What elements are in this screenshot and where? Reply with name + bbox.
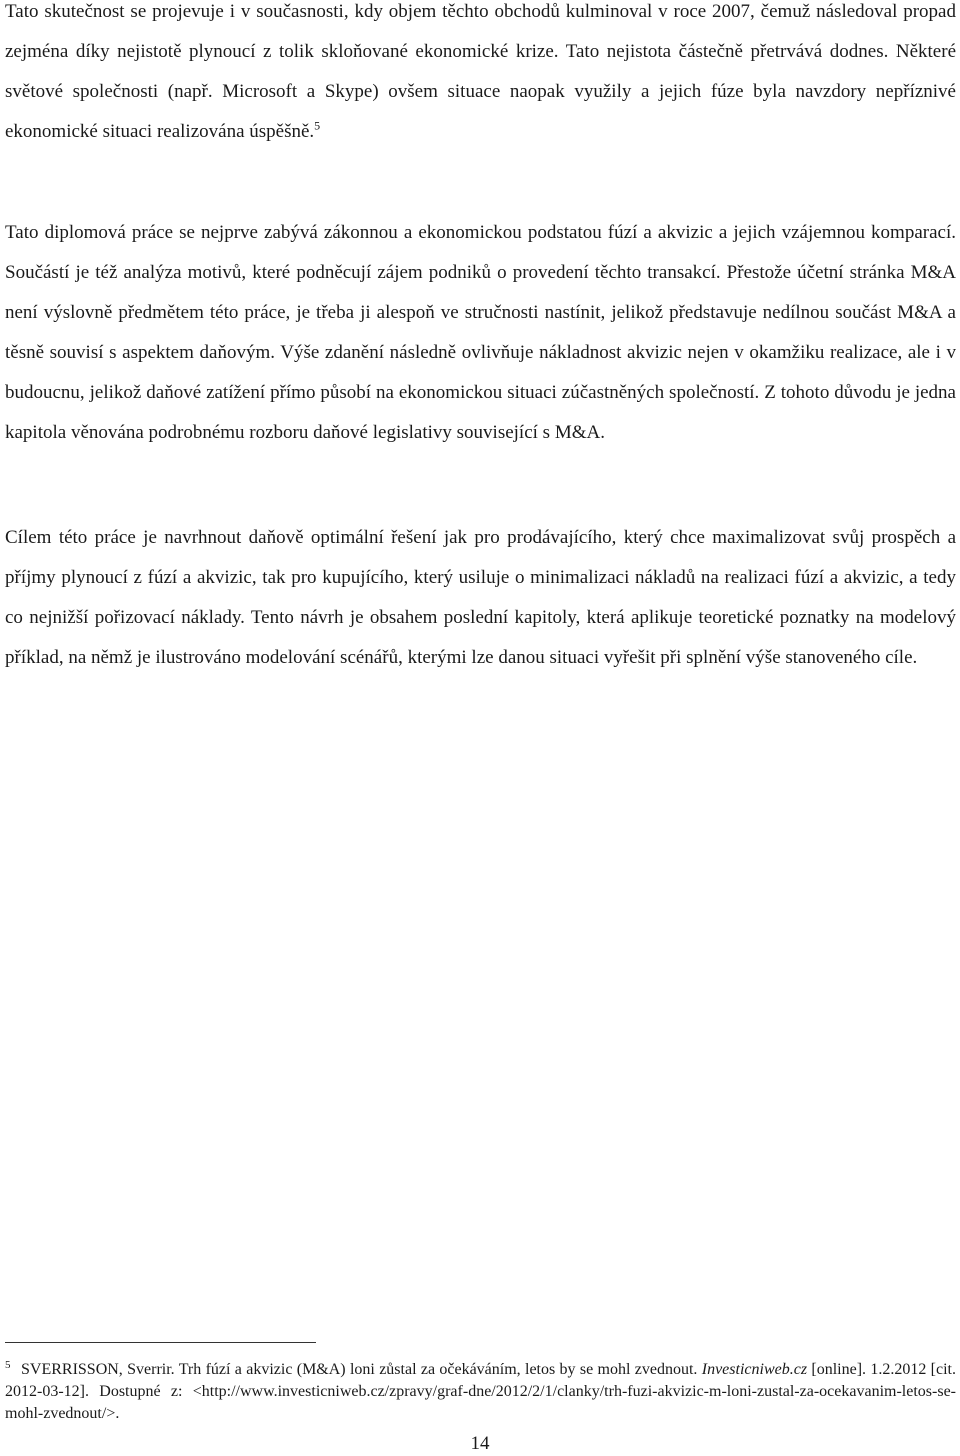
footnote-divider [5,1342,316,1343]
footnote-citation-link[interactable]: [online]. 1.2.2012 [cit. 2012-03-12]. Dostupné z: <http://www.investicniweb.cz/zpravy/graf-dne/2012/2/1/clanky/trh-fuzi-akvizic-m-loni-zustal-za-ocekavanim-letos-se-mohl-zvednout/>. [5,1361,957,1422]
footnote-source-title: Investicniweb.cz [701,1361,808,1378]
page-number: 14 [470,1433,490,1454]
footnote-citation-text: SVERRISSON, Sverrir. Trh fúzí a akvizic (M&A) loni zůstal za očekáváním, letos by se mohl zvednout. [21,1361,702,1378]
paragraph-text: Cílem této práce je navrhnout daňově optimální řešení jak pro prodávajícího, který chce maximalizovat svůj prospěch a příjmy plynoucí z fúzí a akvizic, tak pro kupujícího, který usiluje o minimalizaci nákladů na realizaci fúzí a akvizic, a tedy co nejnižší pořizovací náklady. Tento návrh je obsahem poslední kapitoly, která aplikuje teoretické poznatky na modelový příklad, na němž je ilustrováno modelování scénářů, kterými lze danou situaci vyřešit při splnění výše stanoveného cíle. [5,527,956,668]
paragraph-text: Tato skutečnost se projevuje i v současnosti, kdy objem těchto obchodů kulminoval v roce 2007, čemuž následoval propad zejména díky nejistotě plynoucí z tolik skloňované ekonomické krize. Tato nejistota částečně přetrvává dodnes. Některé světové společnosti (např. Microsoft a Skype) ovšem situace naopak využily a jejich fúze byla navzdory nepříznivé ekonomické situaci realizována úspěšně. [5,1,956,142]
paragraph-market-context [5,0,956,152]
paragraph-text: Tato diplomová práce se nejprve zabývá zákonnou a ekonomickou podstatou fúzí a akvizic a jejich vzájemnou komparací. Součástí je též analýza motivů, které podněcují zájem podniků o provedení těchto transakcí. Přestože účetní stránka M&A není výslovně předmětem této práce, je třeba ji alespoň ve stručnosti nastínit, jelikož představuje nedílnou součást M&A a těsně souvisí s aspektem daňovým. Výše zdanění následně ovlivňuje nákladnost akvizic nejen v okamžiku realizace, ale i v budoucnu, jelikož daňové zatížení přímo působí na ekonomickou situaci zúčastněných společností. Z tohoto důvodu je jedna kapitola věnována podrobnému rozboru daňové legislativy související s M&A. [5,222,956,443]
paragraph-thesis-goal [5,518,956,678]
footnote-reference[interactable]: 5 [314,118,321,133]
paragraph-thesis-scope [5,213,956,453]
footnote: $^5$ SVERRISSON, Sverrir. Trh fúzí a akvizic (M&A) loni zůstal za očekáváním, letos by se mohl zvednout. Investicniweb.cz [online]. 1.2.2012 [cit. 2012-03-12]. Dostupné z: <http://www.investicniweb.cz/zpravy/graf-dne/2012/2/1/clanky/trh-fuzi-akvizic-m-loni-zustal-za-ocekavanim-letos-se-mohl-zvednout/>. [5,1358,957,1422]
